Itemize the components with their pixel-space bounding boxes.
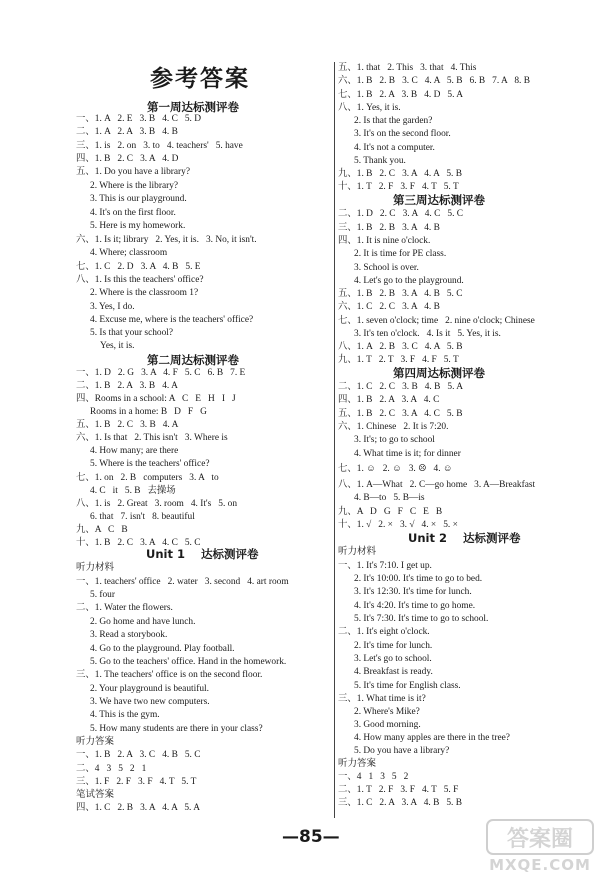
section-label: 听力材料: [76, 562, 115, 573]
answer-line: 三、1. F 2. F 3. F 4. T 5. T: [76, 777, 197, 787]
answer-line: 二、1. D 2. C 3. A 4. C 5. C: [338, 209, 464, 219]
answer-line: 5. Thank you.: [354, 156, 406, 166]
answer-line: 八、1. A 2. B 3. C 4. A 5. B: [338, 342, 463, 352]
svg-text:答案圈: 答案圈: [506, 827, 574, 852]
answer-line: 三、1. C 2. A 3. A 4. B 5. B: [338, 798, 462, 808]
answer-line: 七、1. ☺ 2. ☺ 3. ☹ 4. ☺: [338, 464, 453, 474]
svg-text:MXQE.COM: MXQE.COM: [489, 856, 591, 874]
answer-line: 4. B—to 5. B—is: [354, 493, 425, 503]
answer-line: 2. Go home and have lunch.: [90, 617, 196, 627]
answer-line: 六、1. Is it; library 2. Yes, it is. 3. No, it isn't.: [76, 235, 257, 245]
answer-line: 3. Read a storybook.: [90, 630, 168, 640]
answer-line: 4. Excuse me, where is the teachers' office?: [90, 315, 254, 325]
answer-line: 4. What time is it; for dinner: [354, 449, 461, 459]
answer-line: 二、1. C 2. C 3. B 4. B 5. A: [338, 382, 464, 392]
answer-line: 二、1. T 2. F 3. F 4. T 5. F: [338, 785, 459, 795]
section-label: 听力材料: [338, 546, 377, 557]
answer-line: 5. Where is the teachers' office?: [90, 459, 210, 469]
answer-line: 五、1. B 2. B 3. A 4. B 5. C: [338, 289, 463, 299]
answer-line: 4. This is the gym.: [90, 710, 160, 720]
answer-line: 一、1. A 2. E 3. B 4. C 5. D: [76, 114, 202, 124]
answer-line: 十、1. √ 2. × 3. √ 4. × 5. ×: [338, 520, 458, 530]
answer-line: 七、1. B 2. A 3. B 4. D 5. A: [338, 90, 464, 100]
answer-line: 3. This is our playground.: [90, 194, 187, 204]
answer-line: 4. Breakfast is ready.: [354, 667, 433, 677]
section-heading: 第三周达标测评卷: [393, 193, 485, 207]
answer-line: 六、1. C 2. C 3. A 4. B: [338, 302, 440, 312]
answer-line: 2. Your playground is beautiful.: [90, 684, 210, 694]
answer-line: 4. It's on the first floor.: [90, 208, 176, 218]
answer-line: 二、4 3 5 2 1: [76, 764, 147, 774]
answer-line: Rooms in a home: B D F G: [90, 407, 207, 417]
answer-line: 五、1. Do you have a library?: [76, 167, 191, 177]
answer-line: 二、1. Water the flowers.: [76, 603, 173, 613]
answer-line: 六、1. B 2. B 3. C 4. A 5. B 6. B 7. A 8. B: [338, 76, 530, 86]
answer-line: 七、1. C 2. D 3. A 4. B 5. E: [76, 262, 201, 272]
answer-line: 六、1. Is that 2. This isn't 3. Where is: [76, 433, 228, 443]
answer-line: 八、1. is 2. Great 3. room 4. It's 5. on: [76, 499, 238, 509]
answer-line: 5. Is that your school?: [90, 328, 174, 338]
section-label: 听力答案: [338, 758, 377, 769]
watermark-logo-icon: [485, 818, 595, 876]
answer-line: 5. four: [90, 590, 115, 600]
answer-line: 2. Is that the garden?: [354, 116, 433, 126]
answer-line: 八、1. Yes, it is.: [338, 103, 401, 113]
answer-line: 2. It's time for lunch.: [354, 641, 433, 651]
answer-line: 五、1. B 2. C 3. B 4. A: [76, 420, 179, 430]
section-label: 听力答案: [76, 736, 115, 747]
page-title: 参考答案: [150, 65, 250, 92]
answer-line: 5. It's time for English class.: [354, 681, 461, 691]
answer-line: 三、1. B 2. B 3. A 4. B: [338, 223, 440, 233]
answer-line: 三、1. is 2. on 3. to 4. teachers' 5. have: [76, 141, 243, 151]
answer-line: 二、1. It's eight o'clock.: [338, 627, 430, 637]
answer-line: 5. Here is my homework.: [90, 221, 186, 231]
answer-line: 一、1. It's 7:10. I get up.: [338, 561, 432, 571]
answer-line: 七、1. on 2. B computers 3. A to: [76, 473, 219, 483]
answer-line: 三、1. The teachers' office is on the second floor.: [76, 670, 263, 680]
answer-line: 3. It's 12:30. It's time for lunch.: [354, 587, 472, 597]
section-heading: 第一周达标测评卷: [147, 100, 239, 114]
answer-line: 3. We have two new computers.: [90, 697, 210, 707]
answer-line: 3. School is over.: [354, 263, 419, 273]
answer-line: 一、1. B 2. A 3. C 4. B 5. C: [76, 750, 201, 760]
answer-line: 九、1. T 2. T 3. F 4. F 5. T: [338, 355, 459, 365]
answer-line: 3. It's on the second floor.: [354, 129, 451, 139]
answer-line: 4. Where; classroom: [90, 248, 168, 258]
column-divider: [334, 62, 335, 818]
section-heading: Unit 2 达标测评卷: [408, 531, 521, 545]
answer-line: 五、1. B 2. C 3. A 4. C 5. B: [338, 409, 463, 419]
answer-line: 4. C it 5. B 去操场: [90, 486, 176, 496]
answer-line: 四、1. C 2. B 3. A 4. A 5. A: [76, 803, 200, 813]
answer-line: 六、1. Chinese 2. It is 7:20.: [338, 422, 449, 432]
answer-line: 十、1. T 2. F 3. F 4. T 5. T: [338, 182, 459, 192]
answer-line: 3. Good morning.: [354, 720, 421, 730]
answer-line: 6. that 7. isn't 8. beautiful: [90, 512, 195, 522]
answer-line: 4. It's 4:20. It's time to go home.: [354, 601, 476, 611]
answer-line: 一、1. teachers' office 2. water 3. second 4. art room: [76, 577, 289, 587]
answer-line: 一、4 1 3 5 2: [338, 772, 409, 782]
answer-line: 2. Where's Mike?: [354, 707, 420, 717]
answer-line: 4. Go to the playground. Play football.: [90, 644, 235, 654]
answer-line: 3. It's; to go to school: [354, 435, 435, 445]
page-number: —85—: [282, 827, 340, 847]
answer-line: 2. It's 10:00. It's time to go to bed.: [354, 574, 483, 584]
answer-line: 5. Do you have a library?: [354, 746, 450, 756]
answer-line: 4. It's not a computer.: [354, 143, 435, 153]
answer-line: 八、1. A—What 2. C—go home 3. A—Breakfast: [338, 480, 536, 490]
section-heading: 第四周达标测评卷: [393, 366, 485, 380]
answer-line: 九、A D G F C E B: [338, 507, 443, 517]
section-heading: 第二周达标测评卷: [147, 353, 239, 367]
answer-line: Yes, it is.: [100, 341, 135, 351]
answer-line: 二、1. A 2. A 3. B 4. B: [76, 127, 178, 137]
answer-line: 八、1. Is this the teachers' office?: [76, 275, 204, 285]
answer-line: 5. Go to the teachers' office. Hand in the homework.: [90, 657, 287, 667]
answer-line: 二、1. B 2. A 3. B 4. A: [76, 381, 178, 391]
answer-line: 2. Where is the library?: [90, 181, 179, 191]
answer-line: 十、1. B 2. C 3. A 4. C 5. C: [76, 538, 201, 548]
answer-line: 5. It's 7:30. It's time to go to school.: [354, 614, 489, 624]
answer-line: 一、1. D 2. G 3. A 4. F 5. C 6. B 7. E: [76, 368, 246, 378]
answer-line: 四、1. B 2. C 3. A 4. D: [76, 154, 179, 164]
answer-line: 4. How many; are there: [90, 446, 179, 456]
answer-line: 九、A C B: [76, 525, 128, 535]
answer-line: 2. Where is the classroom 1?: [90, 288, 199, 298]
answer-line: 3. Let's go to school.: [354, 654, 432, 664]
answer-line: 5. How many students are there in your class?: [90, 724, 263, 734]
section-label: 笔试答案: [76, 789, 115, 800]
answer-line: 四、1. B 2. A 3. A 4. C: [338, 395, 440, 405]
answer-line: 4. Let's go to the playground.: [354, 276, 464, 286]
answer-line: 五、1. that 2. This 3. that 4. This: [338, 63, 477, 73]
answer-line: 2. It is time for PE class.: [354, 249, 447, 259]
answer-line: 七、1. seven o'clock; time 2. nine o'clock; Chinese: [338, 316, 535, 326]
answer-line: 三、1. What time is it?: [338, 694, 426, 704]
answer-line: 四、1. It is nine o'clock.: [338, 236, 431, 246]
answer-line: 4. How many apples are there in the tree?: [354, 733, 510, 743]
answer-line: 四、Rooms in a school: A C E H I J: [76, 394, 236, 404]
answer-line: 九、1. B 2. C 3. A 4. A 5. B: [338, 169, 462, 179]
section-heading: Unit 1 达标测评卷: [146, 547, 259, 561]
answer-line: 3. It's ten o'clock. 4. Is it 5. Yes, it is.: [354, 329, 501, 339]
answer-line: 3. Yes, I do.: [90, 302, 135, 312]
